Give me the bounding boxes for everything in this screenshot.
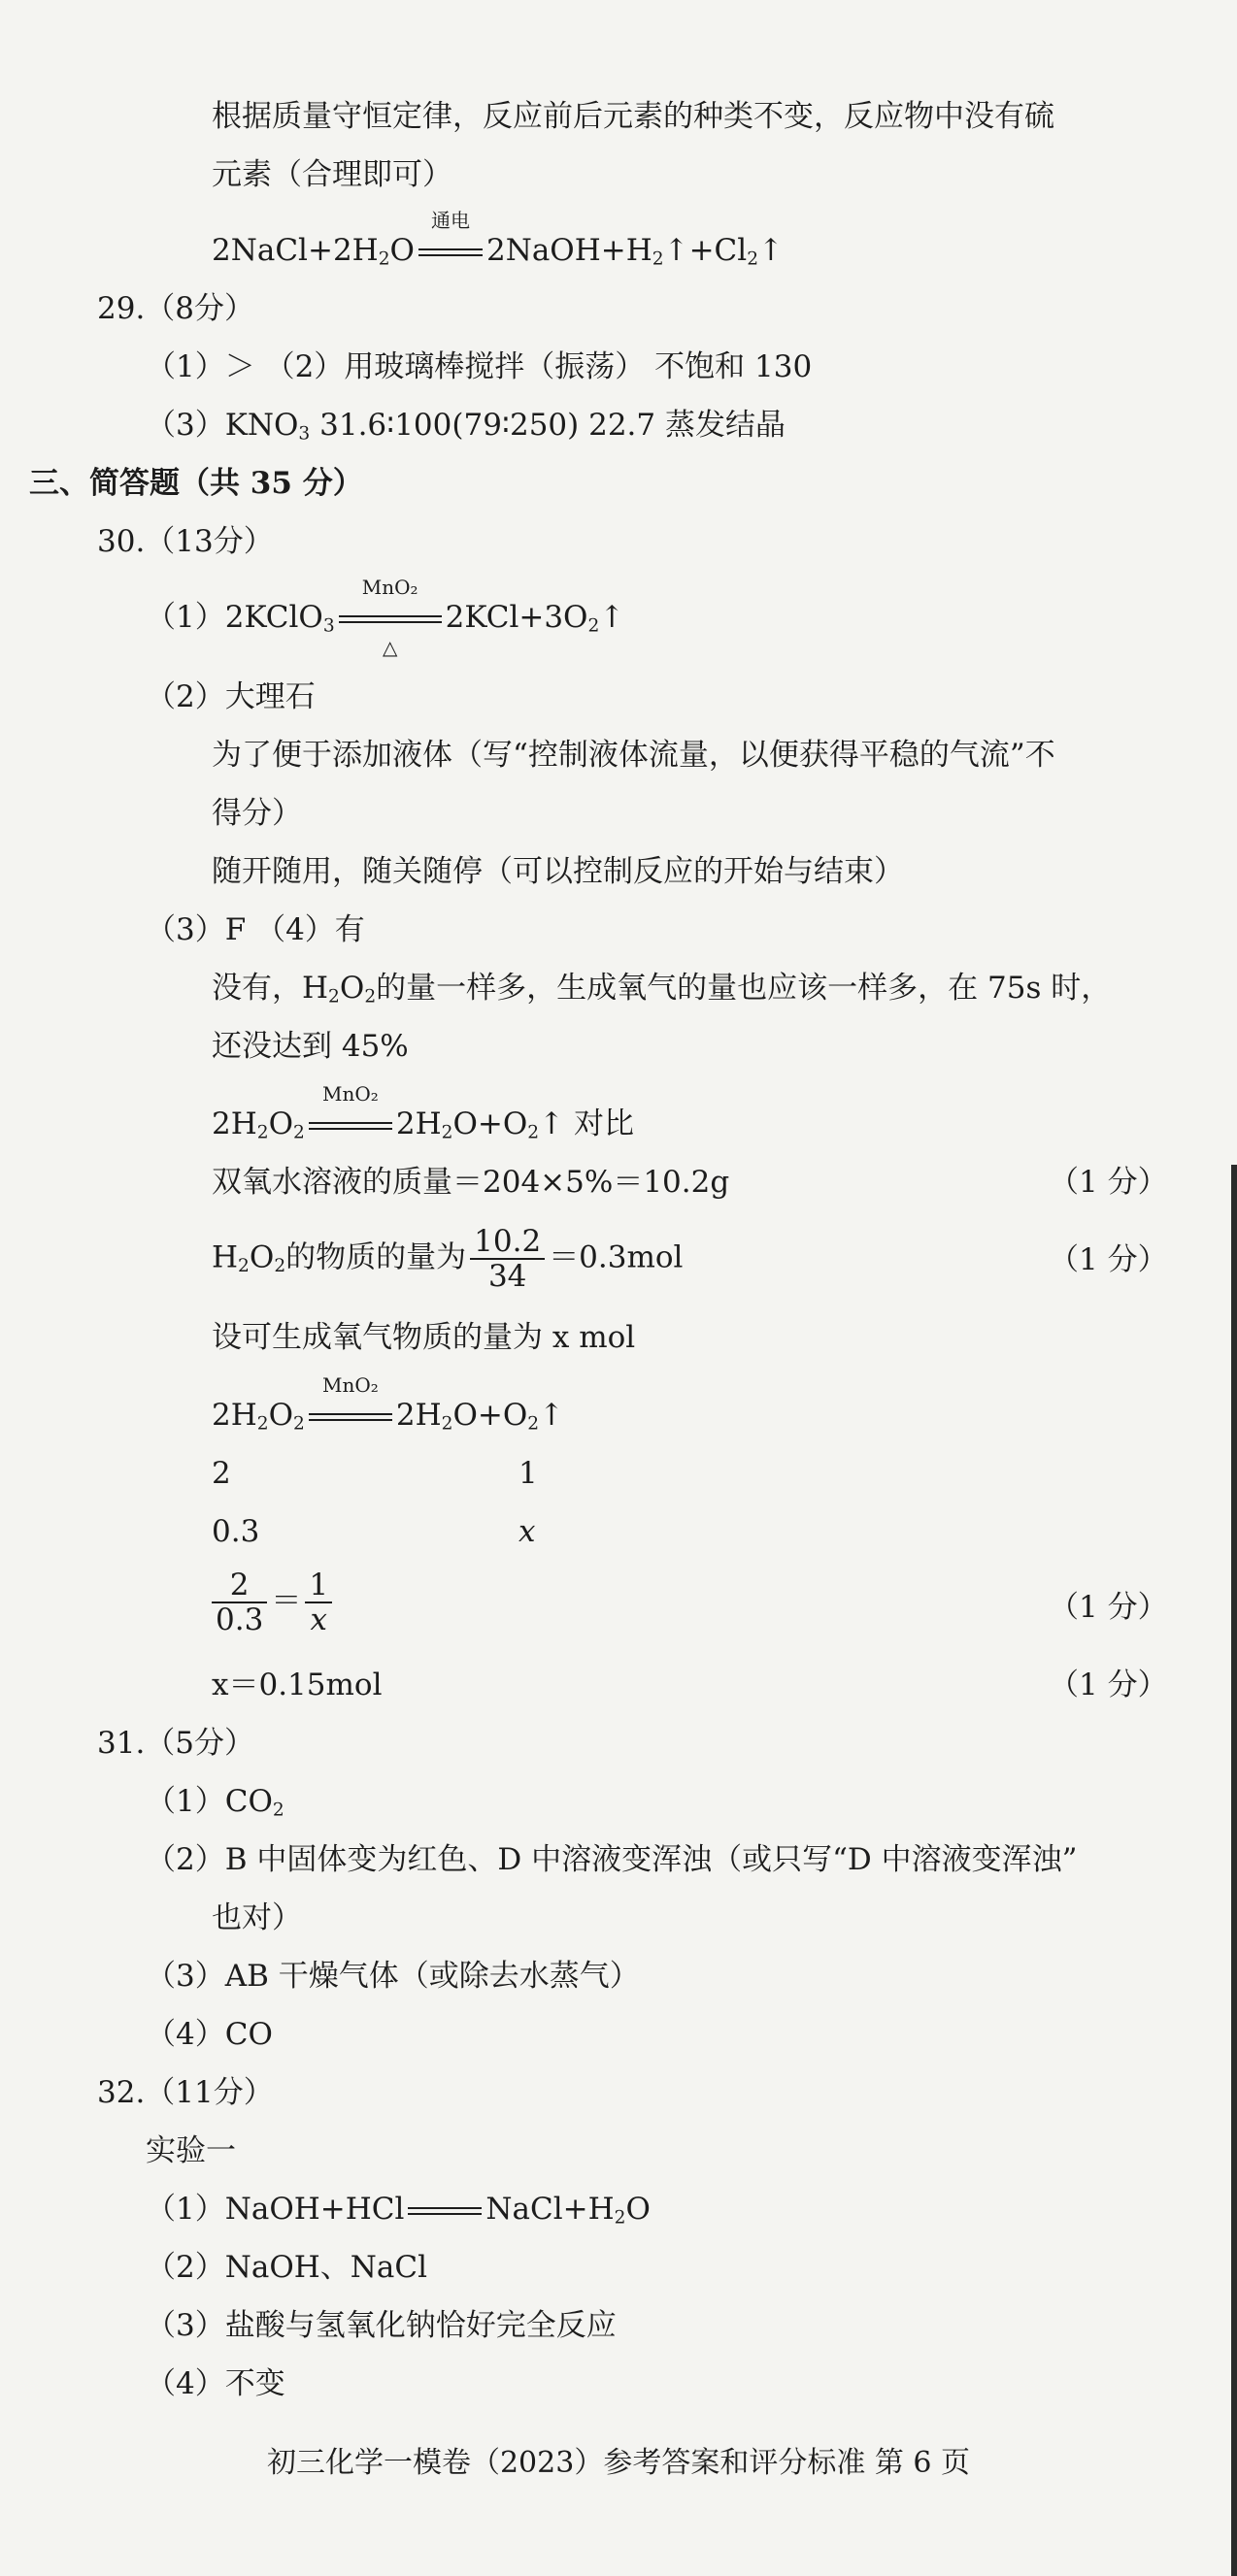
answer-line: （4）不变 [146, 2366, 285, 2401]
text-line: 根据质量守恒定律，反应前后元素的种类不变，反应物中没有硫 [212, 99, 1054, 134]
page-footer: 初三化学一模卷（2023）参考答案和评分标准 第 6 页 [266, 2446, 971, 2480]
equation-h2o2: $2H_2O_2$ MnO₂ $2H_2O+O_2↑$ [212, 1373, 565, 1435]
ratio-value: 0.3 [212, 1514, 260, 1549]
calc-line: 设可生成氧气物质的量为 x mol [212, 1320, 636, 1355]
score: （1 分） [1049, 1165, 1168, 1200]
equation-electrolysis: $2NaCl+2H_2O$ 通电 $2NaOH+H_2↑+Cl_2↑$ [212, 209, 785, 270]
calc-line: 双氧水溶液的质量＝204×5%＝10.2g [212, 1165, 730, 1200]
experiment-label: 实验一 [146, 2133, 236, 2168]
question-31: 31.（5分） [97, 1726, 255, 1761]
score: （1 分） [1049, 1668, 1168, 1702]
answer-line: （2）大理石 [146, 679, 316, 714]
calc-line: x＝0.15mol [212, 1668, 383, 1702]
ratio-value: 1 [518, 1456, 538, 1491]
equation-neutralization: （1）NaOH+HCl $NaCl+H_2O$ [146, 2192, 651, 2229]
ratio-value: 2 [212, 1456, 231, 1491]
answer-line: （2）B 中固体变为红色、D 中溶液变浑浊（或只写“D 中溶液变浑浊” [146, 1842, 1078, 1877]
score: （1 分） [1049, 1590, 1168, 1625]
calc-line: $H_2O_2$的物质的量为 $\frac{10.2}{34}$ ＝0.3mol [212, 1224, 684, 1294]
answer-line: $(1)CO_2$ [146, 1784, 284, 1821]
section-heading: 三、简答题（共 35 分） [29, 466, 363, 501]
answer-line: （3）盐酸与氢氧化钠恰好完全反应 [146, 2308, 617, 2343]
answer-line: 还没达到 45% [212, 1029, 409, 1064]
question-32: 32.（11分） [97, 2075, 274, 2110]
proportion: $\frac{2}{0.3}$ ＝ $\frac{1}{x}$ [208, 1569, 336, 1636]
answer-line: （2）NaOH、NaCl [146, 2250, 428, 2285]
answer-line: （1）＞ （2）用玻璃棒搅拌（振荡） 不饱和 130 [146, 349, 813, 384]
score: （1 分） [1049, 1242, 1168, 1277]
ratio-value: x [518, 1514, 536, 1549]
text-line: 元素（合理即可） [212, 157, 452, 192]
equation-kclo3: （1）2KClO$_3$ MnO₂ △ $2KCl+3O_2↑$ [146, 576, 625, 659]
answer-line: 得分） [212, 796, 302, 831]
answer-line: 随开随用，随关随停（可以控制反应的开始与结束） [212, 854, 904, 889]
answer-line: （4）CO [146, 2017, 273, 2052]
equation-h2o2: $2H_2O_2$ MnO₂ $2H_2O+O_2↑$ 对比 [212, 1082, 634, 1143]
question-30: 30.（13分） [97, 524, 274, 559]
answer-line: （3）AB 干燥气体（或除去水蒸气） [146, 1959, 640, 1994]
answer-line: （3）F （4）有 [146, 912, 365, 947]
scan-edge [1231, 1165, 1237, 2576]
answer-line: 也对） [212, 1900, 302, 1935]
answer-line: 没有，$H_2O_2$的量一样多，生成氧气的量也应该一样多，在 75s 时， [212, 971, 1112, 1007]
answer-line: 为了便于添加液体（写“控制液体流量，以便获得平稳的气流”不 [212, 738, 1055, 773]
question-29: 29.（8分） [97, 291, 255, 326]
answer-line: $(3)KNO_3$ 31.6∶100(79∶250) 22.7 蒸发结晶 [146, 408, 786, 445]
